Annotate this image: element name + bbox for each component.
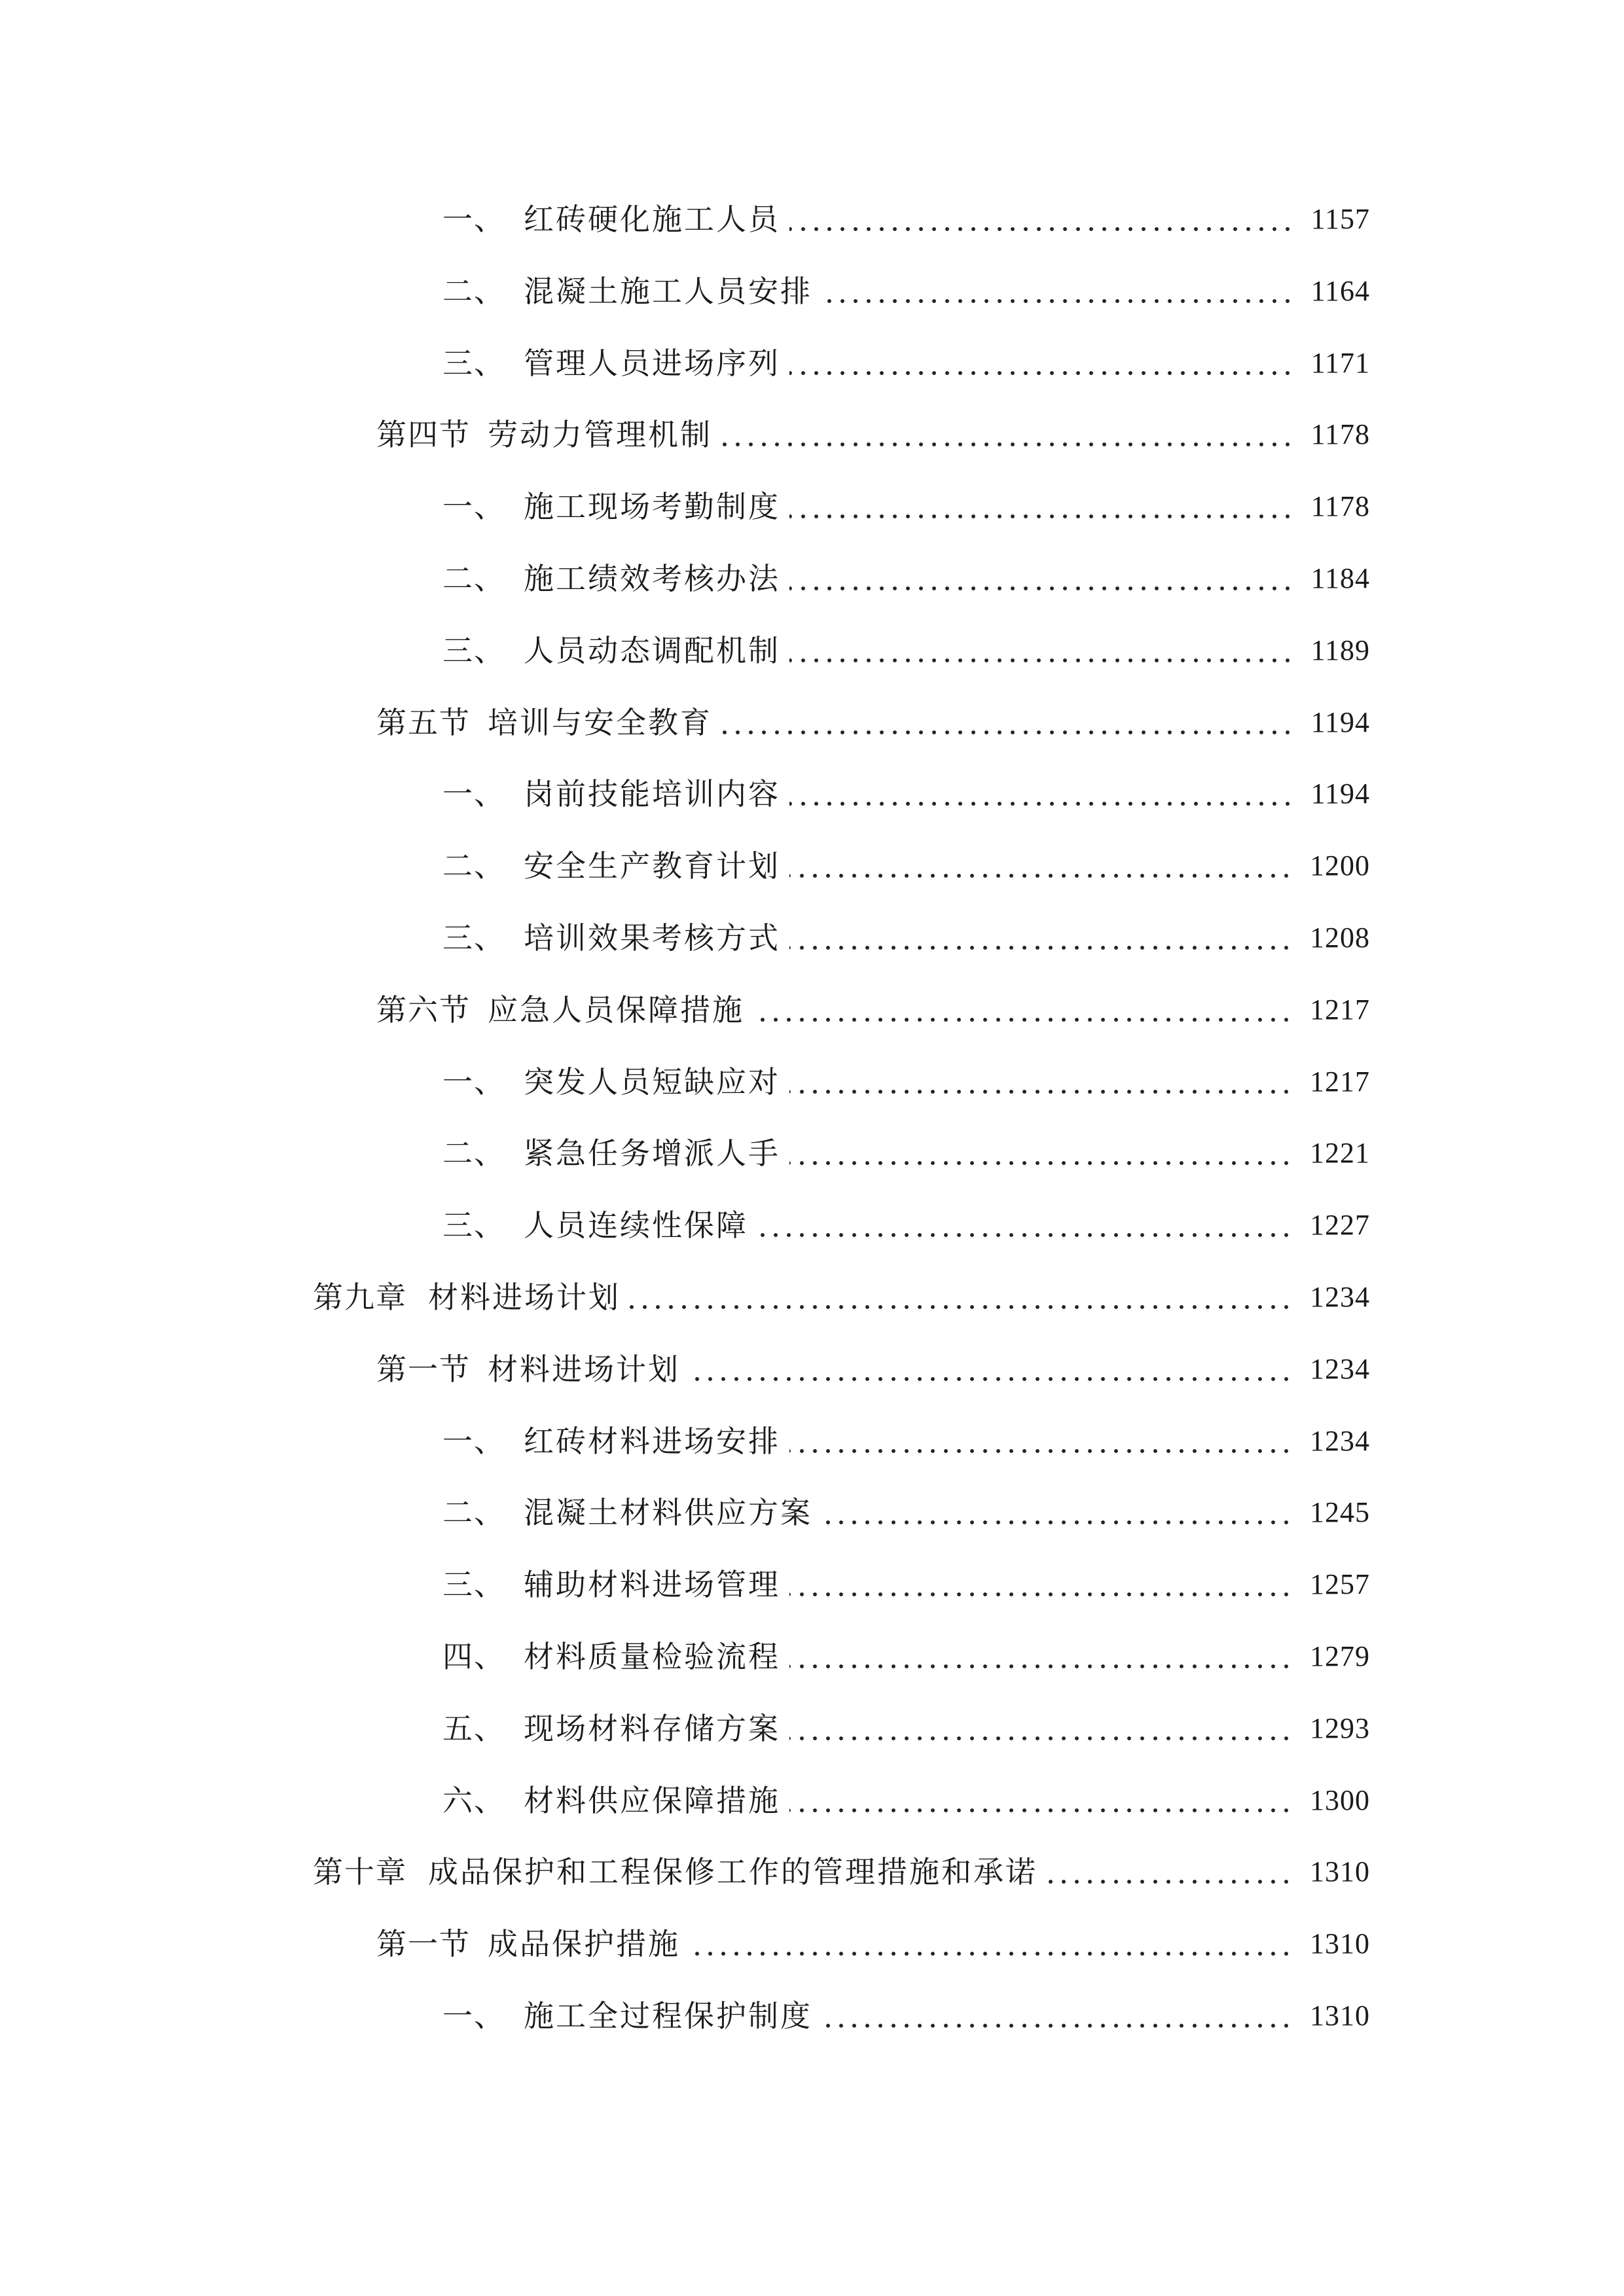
dot-leader [789, 1089, 1293, 1094]
toc-entry[interactable] [0, 1268, 1624, 1327]
toc-entry[interactable] [0, 908, 1624, 967]
toc-entry-title: 劳动力管理机制 [488, 417, 712, 452]
toc-entry-page-number: 1221 [1310, 1137, 1370, 1169]
dot-leader [789, 226, 1294, 232]
dot-leader [1047, 1879, 1293, 1884]
toc-entry[interactable] [0, 980, 1624, 1039]
toc-entry-heading [376, 405, 712, 464]
toc-entry-page-number: 1279 [1310, 1640, 1370, 1672]
toc-entry-number: 第六节 [376, 992, 471, 1028]
dot-leader [757, 1232, 1293, 1238]
toc-entry-page-number: 1234 [1310, 1425, 1370, 1457]
toc-entry-heading [442, 334, 780, 393]
dot-leader [789, 945, 1293, 950]
toc-entry-title: 安全生产教育计划 [524, 848, 780, 884]
toc-entry-number: 三、 [442, 1208, 505, 1243]
toc-entry-number: 第一节 [376, 1352, 471, 1387]
dot-leader [821, 298, 1294, 304]
toc-entry-title: 培训效果考核方式 [524, 920, 780, 956]
toc-entry-heading [376, 693, 712, 752]
toc-entry-title: 红砖材料进场安排 [524, 1424, 780, 1459]
toc-entry-heading [442, 1699, 780, 1758]
toc-entry-number: 一、 [442, 202, 505, 237]
toc-entry[interactable] [0, 477, 1624, 536]
toc-entry-number: 第一节 [376, 1926, 471, 1962]
dot-leader [789, 1664, 1293, 1669]
toc-entry-heading [442, 621, 780, 680]
dot-leader [821, 1520, 1293, 1525]
toc-entry-page-number: 1189 [1310, 634, 1370, 666]
toc-entry-page-number: 1194 [1310, 706, 1370, 738]
toc-entry-page-number: 1234 [1310, 1353, 1370, 1385]
toc-entry-page-number: 1300 [1310, 1784, 1370, 1816]
toc-entry-title: 培训与安全教育 [488, 705, 712, 740]
toc-entry-number: 三、 [442, 346, 505, 381]
toc-entry-heading [442, 1483, 812, 1542]
toc-entry-page-number: 1257 [1310, 1568, 1370, 1600]
dot-leader [789, 370, 1294, 376]
toc-entry[interactable] [0, 836, 1624, 895]
dot-leader [789, 514, 1294, 519]
toc-entry-number: 二、 [442, 274, 505, 309]
toc-entry-title: 红砖硬化施工人员 [524, 202, 780, 237]
toc-entry-page-number: 1208 [1310, 922, 1370, 954]
toc-entry-number: 第九章 [313, 1280, 407, 1315]
toc-entry-title: 紧急任务增派人手 [524, 1136, 780, 1171]
dot-leader [789, 1160, 1293, 1166]
toc-entry[interactable] [0, 1555, 1624, 1614]
toc-entry-title: 现场材料存储方案 [524, 1711, 780, 1746]
toc-entry-number: 第五节 [376, 705, 471, 740]
toc-entry[interactable] [0, 262, 1624, 321]
toc-entry-page-number: 1217 [1310, 1066, 1370, 1098]
toc-entry-heading [442, 1555, 780, 1614]
toc-entry-title: 施工现场考勤制度 [524, 489, 780, 524]
dot-leader [789, 801, 1294, 806]
toc-entry-number: 五、 [442, 1711, 505, 1746]
toc-entry-title: 辅助材料进场管理 [524, 1567, 780, 1602]
toc-entry-number: 第四节 [376, 417, 471, 452]
toc-entry-number: 三、 [442, 633, 505, 668]
toc-entry-title: 应急人员保障措施 [488, 992, 744, 1028]
toc-entry-number: 二、 [442, 1495, 505, 1530]
dot-leader [689, 1376, 1293, 1382]
dot-leader [721, 730, 1294, 735]
toc-entry[interactable] [0, 1842, 1624, 1901]
toc-entry[interactable] [0, 1699, 1624, 1758]
dot-leader [721, 442, 1294, 447]
toc-entry-title: 人员动态调配机制 [524, 633, 780, 668]
toc-entry-heading [313, 1268, 621, 1327]
toc-entry-title: 人员连续性保障 [524, 1208, 748, 1243]
toc-entry-heading [442, 477, 780, 536]
dot-leader [630, 1304, 1293, 1310]
toc-entry-number: 第十章 [313, 1854, 407, 1890]
toc-entry-title: 管理人员进场序列 [524, 346, 780, 381]
toc-entry-number: 二、 [442, 848, 505, 884]
toc-entry[interactable] [0, 1986, 1624, 2045]
dot-leader [789, 1448, 1293, 1454]
toc-entry-heading [442, 1986, 812, 2045]
dot-leader [789, 658, 1294, 663]
toc-entry-title: 混凝土施工人员安排 [524, 274, 812, 309]
toc-entry-heading [376, 1914, 680, 1973]
toc-entry-title: 岗前技能培训内容 [524, 776, 780, 812]
toc-entry-page-number: 1194 [1310, 778, 1370, 810]
toc-entry[interactable] [0, 1052, 1624, 1111]
toc-entry[interactable] [0, 1412, 1624, 1471]
toc-entry[interactable] [0, 1483, 1624, 1542]
toc-entry-heading [442, 190, 780, 249]
toc-entry-heading [442, 908, 780, 967]
toc-entry[interactable] [0, 405, 1624, 464]
toc-entry-heading [376, 980, 744, 1039]
toc-entry-page-number: 1157 [1310, 203, 1370, 235]
toc-entry[interactable] [0, 1196, 1624, 1255]
toc-entry[interactable] [0, 693, 1624, 752]
toc-entry-heading [313, 1842, 1038, 1901]
toc-entry-title: 突发人员短缺应对 [524, 1064, 780, 1100]
toc-entry-page-number: 1178 [1310, 490, 1370, 522]
toc-entry-page-number: 1293 [1310, 1712, 1370, 1744]
dot-leader [789, 1592, 1293, 1597]
toc-entry-number: 一、 [442, 1424, 505, 1459]
toc-entry[interactable] [0, 1340, 1624, 1399]
toc-entry-number: 二、 [442, 1136, 505, 1171]
toc-entry-page-number: 1217 [1310, 994, 1370, 1026]
toc-entry-page-number: 1245 [1310, 1496, 1370, 1528]
toc-entry-title: 成品保护措施 [488, 1926, 680, 1962]
dot-leader [789, 873, 1293, 878]
toc-entry[interactable] [0, 1914, 1624, 1973]
toc-entry-title: 材料供应保障措施 [524, 1783, 780, 1818]
dot-leader [689, 1951, 1293, 1956]
toc-entry-title: 施工绩效考核办法 [524, 561, 780, 596]
toc-entry-page-number: 1200 [1310, 850, 1370, 882]
toc-entry-number: 一、 [442, 776, 505, 812]
toc-entry[interactable] [0, 764, 1624, 823]
toc-entry-heading [442, 1124, 780, 1183]
toc-entry-number: 二、 [442, 561, 505, 596]
dot-leader [753, 1017, 1293, 1022]
toc-entry-page-number: 1234 [1310, 1281, 1370, 1313]
toc-entry-title: 材料质量检验流程 [524, 1639, 780, 1674]
toc-entry-title: 施工全过程保护制度 [524, 1998, 812, 2034]
dot-leader [789, 1808, 1293, 1813]
toc-entry-heading [442, 1412, 780, 1471]
toc-entry-page-number: 1184 [1310, 562, 1370, 594]
toc-entry-title: 成品保护和工程保修工作的管理措施和承诺 [428, 1854, 1038, 1890]
toc-entry-number: 六、 [442, 1783, 505, 1818]
toc-entry[interactable] [0, 190, 1624, 249]
toc-entry[interactable] [0, 1124, 1624, 1183]
toc-entry-number: 三、 [442, 920, 505, 956]
toc-entry-heading [442, 262, 812, 321]
toc-entry-number: 一、 [442, 489, 505, 524]
toc-entry[interactable] [0, 1771, 1624, 1830]
toc-entry[interactable] [0, 1627, 1624, 1686]
toc-entry[interactable] [0, 549, 1624, 608]
toc-entry-number: 一、 [442, 1998, 505, 2034]
toc-entry-heading [442, 1052, 780, 1111]
toc-entry-number: 一、 [442, 1064, 505, 1100]
toc-entry-page-number: 1171 [1310, 347, 1370, 379]
toc-entry-heading [442, 1627, 780, 1686]
toc-entry-heading [376, 1340, 680, 1399]
toc-entry[interactable] [0, 334, 1624, 393]
toc-entry-page-number: 1178 [1310, 418, 1370, 450]
dot-leader [789, 1736, 1293, 1741]
dot-leader [789, 586, 1294, 591]
toc-entry-number: 三、 [442, 1567, 505, 1602]
toc-entry-heading [442, 549, 780, 608]
toc-entry-page-number: 1310 [1310, 1856, 1370, 1888]
toc-entry-heading [442, 1771, 780, 1830]
toc-entry-heading [442, 836, 780, 895]
toc-entry-number: 四、 [442, 1639, 505, 1674]
toc-entry-page-number: 1227 [1310, 1209, 1370, 1241]
toc-entry-title: 材料进场计划 [428, 1280, 621, 1315]
toc-entry-page-number: 1164 [1310, 275, 1370, 307]
toc-entry-title: 材料进场计划 [488, 1352, 680, 1387]
dot-leader [821, 2023, 1293, 2028]
toc-entry-page-number: 1310 [1310, 1928, 1370, 1960]
toc-entry-heading [442, 764, 780, 823]
toc-entry-page-number: 1310 [1310, 2000, 1370, 2032]
toc-entry-title: 混凝土材料供应方案 [524, 1495, 812, 1530]
toc-entry-heading [442, 1196, 748, 1255]
toc-entry[interactable] [0, 621, 1624, 680]
